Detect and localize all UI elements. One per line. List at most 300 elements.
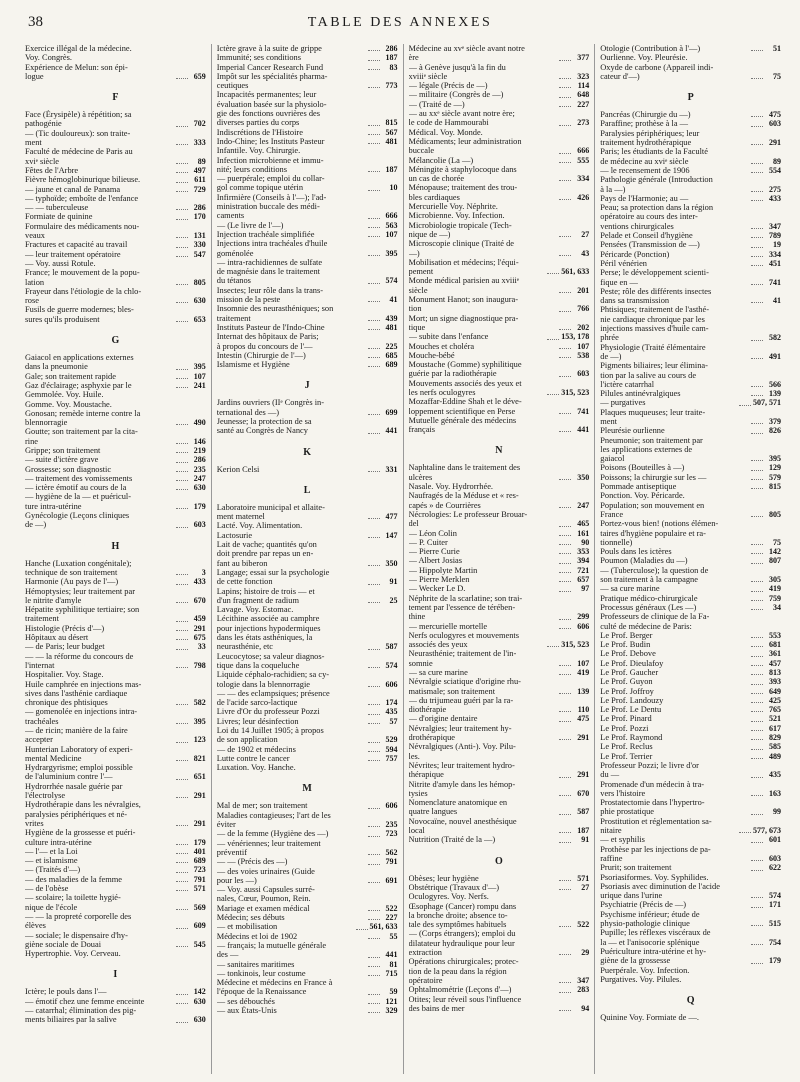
index-entry — [409, 239, 590, 248]
index-entry — [600, 324, 781, 333]
index-entry — [25, 53, 206, 62]
entry-text: raffine — [600, 853, 623, 863]
index-column-3 — [404, 44, 596, 1074]
entry-text: de son application — [216, 735, 278, 745]
page-ref: 227 — [385, 913, 398, 923]
page-ref: 227 — [577, 99, 590, 109]
index-entry — [600, 603, 781, 612]
index-entry — [409, 314, 590, 323]
leader-dots — [751, 284, 763, 285]
leader-dots — [559, 628, 571, 629]
index-entry — [25, 465, 206, 474]
index-entry — [409, 221, 590, 230]
section-letter: N — [495, 445, 503, 457]
entry-text: Otologie (Contribution à l'—) — [600, 44, 701, 53]
leader-dots — [751, 358, 763, 359]
leader-dots — [176, 862, 188, 863]
index-entry — [25, 772, 206, 781]
entry-text: bles cardiaques — [408, 192, 460, 202]
index-entry — [217, 540, 398, 549]
leader-dots — [368, 471, 380, 472]
index-entry — [600, 491, 781, 500]
index-entry — [600, 891, 781, 900]
index-entry — [217, 183, 398, 192]
index-entry — [25, 362, 206, 371]
index-entry — [217, 652, 398, 661]
section-letter: H — [111, 540, 120, 552]
page-ref: 723 — [193, 865, 206, 875]
leader-dots — [176, 630, 188, 631]
index-entry — [600, 947, 781, 956]
leader-dots — [368, 808, 380, 809]
index-entry — [409, 798, 590, 807]
page-ref: 323 — [577, 71, 590, 81]
entry-text: Physiologie (Traité élémentaire — [600, 342, 706, 352]
page-ref: 353 — [577, 547, 590, 557]
leader-dots — [368, 125, 380, 126]
entry-text: tique dans la coqueluche — [216, 660, 300, 670]
index-entry — [409, 687, 590, 696]
entry-text: Paris; les étudiants de la Faculté — [600, 147, 708, 157]
entry-text: Imperial Cancer Research Fund — [216, 62, 324, 72]
index-entry — [217, 1006, 398, 1015]
entry-text: — des maladies de la femme — [25, 874, 122, 884]
page-ref: 441 — [385, 950, 398, 960]
leader-dots — [751, 563, 763, 564]
entry-text: Indiscrétions de l'Histoire — [216, 127, 303, 137]
page-ref: 34 — [773, 602, 781, 612]
page-ref: 395 — [385, 248, 398, 258]
leader-dots — [176, 844, 188, 845]
page-ref: 574 — [769, 891, 781, 901]
page-ref: 107 — [385, 229, 398, 239]
index-entry — [600, 380, 781, 389]
page-ref: 577, 673 — [753, 826, 781, 836]
index-entry — [600, 129, 781, 138]
index-entry — [409, 156, 590, 165]
index-entry — [600, 687, 781, 696]
entry-text: Intestin (Chirurgie de l'—) — [216, 350, 306, 360]
leader-dots — [176, 853, 188, 854]
entry-text: somnie — [408, 658, 433, 668]
leader-dots — [368, 1012, 380, 1013]
entry-text: le code de Hammourabi — [408, 118, 489, 128]
entry-text: chronique des phtisiques — [25, 698, 108, 708]
leader-dots — [176, 825, 188, 826]
leader-dots — [176, 574, 188, 575]
page-ref: 805 — [769, 509, 781, 519]
entry-text: Loi du 14 Juillet 1905; à propos — [216, 726, 324, 735]
index-entry — [409, 211, 590, 220]
entry-text: Incapacités permanentes; leur — [216, 90, 317, 100]
index-entry — [600, 956, 781, 965]
index-entry — [25, 614, 206, 623]
leader-dots — [176, 378, 188, 379]
page-ref: 459 — [193, 614, 206, 624]
entry-text: logue — [25, 71, 44, 81]
leader-dots — [751, 684, 763, 685]
page-ref: 107 — [577, 341, 590, 351]
leader-dots — [368, 329, 380, 330]
entry-text: de —) — [25, 520, 47, 530]
leader-dots — [559, 591, 571, 592]
index-entry — [409, 874, 590, 883]
entry-text: — Léon Colin — [408, 528, 457, 538]
index-entry — [409, 519, 590, 528]
entry-text: — gomenolée en injections intra- — [25, 707, 138, 717]
entry-text: — — (Précis des —) — [216, 857, 288, 867]
leader-dots — [751, 646, 763, 647]
leader-dots — [176, 508, 188, 509]
index-entry — [25, 707, 206, 716]
index-entry — [25, 315, 206, 324]
index-entry — [25, 353, 206, 362]
entry-text: Le Prof. Pinard — [600, 714, 652, 724]
entry-text: mental Medicine — [25, 753, 82, 763]
entry-text: de cette fonction — [216, 577, 273, 587]
entry-text: cateur d'—) — [600, 71, 640, 81]
entry-text: Gaiacol en applications externes — [25, 353, 134, 363]
index-entry — [409, 883, 590, 892]
leader-dots — [751, 340, 763, 341]
entry-text: Microscopie clinique (Traité de — [408, 239, 515, 249]
leader-dots — [559, 329, 571, 330]
index-entry — [409, 44, 590, 53]
leader-dots — [368, 751, 380, 752]
leader-dots — [739, 832, 751, 833]
leader-dots — [368, 723, 380, 724]
page-ref: 561, 633 — [369, 922, 398, 932]
entry-text: Le Prof. Dieulafoy — [600, 658, 664, 668]
entry-text: — de 1902 et médecins — [216, 744, 296, 754]
entry-text: injections massives d'huile cam- — [600, 324, 709, 334]
entry-text: ventions chirurgicales — [600, 221, 674, 231]
index-entry — [25, 754, 206, 763]
index-entry — [409, 146, 590, 155]
index-entry — [600, 584, 781, 593]
page-ref: 90 — [581, 537, 590, 547]
index-entry — [409, 538, 590, 547]
entry-text: — sociale; le dispensaire d'hy- — [25, 930, 128, 940]
leader-dots — [559, 721, 571, 722]
leader-dots — [368, 537, 380, 538]
leader-dots — [751, 730, 763, 731]
index-entry — [409, 995, 590, 1004]
leader-dots — [751, 163, 763, 164]
page-ref: 451 — [769, 258, 781, 268]
index-entry — [600, 501, 781, 510]
index-entry — [600, 157, 781, 166]
index-entry — [600, 742, 781, 751]
page-ref: 27 — [581, 229, 590, 239]
leader-dots — [368, 836, 380, 837]
entry-text: Obèses; leur hygiène — [408, 873, 479, 883]
index-entry — [25, 147, 206, 156]
index-entry — [600, 333, 781, 342]
entry-text: Livres; leur désinfection — [216, 716, 299, 726]
entry-text: — — tuberculeuse — [25, 203, 89, 213]
page-ref: 433 — [193, 577, 206, 587]
leader-dots — [368, 667, 380, 668]
page-ref: 603 — [577, 369, 590, 379]
index-entry — [600, 835, 781, 844]
entry-text: ment — [25, 138, 42, 148]
index-entry — [600, 259, 781, 268]
page-ref: 91 — [389, 577, 398, 587]
leader-dots — [368, 348, 380, 349]
index-entry — [409, 249, 590, 258]
leader-dots — [559, 292, 571, 293]
entry-text: pour injections hypodermiques — [216, 623, 321, 633]
leader-dots — [176, 667, 188, 668]
entry-text: Psoriasiformes. Voy. Syphilides. — [600, 872, 709, 882]
index-entry — [217, 642, 398, 651]
entry-text: Mouches et choléra — [408, 341, 475, 351]
leader-dots — [559, 795, 571, 796]
entry-text: rine — [25, 436, 39, 446]
entry-text: Le Prof. Budin — [600, 640, 651, 650]
index-entry — [25, 940, 206, 949]
index-entry — [409, 72, 590, 81]
index-entry — [409, 304, 590, 313]
entry-text: Leucocytose; sa valeur diagnos- — [216, 651, 325, 661]
entry-text: vrites — [25, 818, 44, 828]
page-ref: 754 — [769, 937, 781, 947]
page-ref: 187 — [385, 53, 398, 63]
entry-text: Prostitution et réglementation sa- — [600, 816, 712, 826]
index-entry — [409, 100, 590, 109]
index-entry — [25, 689, 206, 698]
entry-text: — Pierre Curie — [408, 547, 460, 557]
leader-dots — [368, 714, 380, 715]
page-ref: 522 — [577, 920, 590, 930]
index-entry — [409, 659, 590, 668]
index-entry — [409, 332, 590, 341]
index-entry — [25, 511, 206, 520]
entry-text: Monument Hanot; son inaugura- — [408, 295, 519, 305]
entry-text: opératoire — [408, 975, 443, 985]
entry-text: Hydrargyrisme; emploi possible — [25, 763, 133, 773]
leader-dots — [176, 284, 188, 285]
page-ref: 395 — [769, 454, 781, 464]
leader-dots — [176, 797, 188, 798]
index-entry — [25, 577, 206, 586]
index-entry — [25, 157, 206, 166]
page-ref: 490 — [193, 418, 206, 428]
index-entry — [217, 398, 398, 407]
page-ref: 685 — [385, 350, 398, 360]
page-ref: 826 — [769, 426, 781, 436]
entry-text: — du trijumeau guéri par la ra- — [408, 695, 514, 705]
page-ref: 146 — [193, 436, 206, 446]
index-entry — [409, 631, 590, 640]
index-entry — [217, 587, 398, 596]
page-ref: 601 — [769, 835, 781, 845]
entry-text: du tétanos — [216, 276, 251, 286]
leader-dots — [368, 218, 380, 219]
entry-text: Le Prof. Guyon — [600, 677, 653, 687]
index-entry — [25, 652, 206, 661]
index-entry — [600, 417, 781, 426]
entry-text: Poumon (Maladies du —) — [600, 556, 688, 566]
entry-text: Nomenclature anatomique en — [408, 798, 508, 808]
entry-text: Processus généraux (Les —) — [600, 602, 697, 612]
entry-text: Psychiatrie (Précis de —) — [600, 900, 687, 910]
entry-text: — (Traités d'—) — [25, 865, 81, 875]
leader-dots — [176, 191, 188, 192]
index-entry — [409, 128, 590, 137]
page-ref: 457 — [769, 658, 781, 668]
entry-text: Ictère grave à la suite de grippe — [216, 44, 322, 53]
index-entry — [217, 726, 398, 735]
page-ref: 659 — [193, 71, 206, 81]
entry-text: Psychisme inférieur; étude de — [600, 909, 700, 919]
entry-text: élèves — [25, 921, 46, 931]
entry-text: Psoriasis avec diminution de l'acide — [600, 881, 720, 891]
entry-text: Névralgiques (Anti-). Voy. Pilu- — [408, 742, 516, 752]
entry-text: préventif — [216, 847, 247, 857]
index-entry — [25, 446, 206, 455]
index-entry — [600, 845, 781, 854]
index-entry — [217, 512, 398, 521]
page-ref: 547 — [193, 249, 206, 259]
page-ref: 329 — [385, 1006, 398, 1016]
entry-text: — et mobilisation — [216, 922, 278, 932]
entry-text: Pouls dans les ictères — [600, 547, 672, 557]
leader-dots — [559, 982, 571, 983]
page-ref: 630 — [193, 1015, 206, 1025]
index-entry — [600, 770, 781, 779]
leader-dots — [559, 348, 571, 349]
page-ref: 241 — [193, 380, 206, 390]
page-ref: 609 — [193, 921, 206, 931]
index-entry — [217, 717, 398, 726]
index-entry — [409, 193, 590, 202]
leader-dots — [751, 544, 763, 545]
entry-text: Livre d'Or du professeur Pozzi — [216, 707, 320, 717]
index-entry — [217, 286, 398, 295]
leader-dots — [176, 302, 188, 303]
index-entry — [25, 865, 206, 874]
leader-dots — [559, 674, 571, 675]
index-entry — [217, 165, 398, 174]
leader-dots — [176, 424, 188, 425]
leader-dots — [176, 126, 188, 127]
entry-text: Le Prof. Terrier — [600, 751, 653, 761]
entry-text: phrée — [600, 333, 619, 343]
index-entry — [409, 929, 590, 938]
page-ref: 481 — [385, 322, 398, 332]
entry-text: les nerfs oculogyres — [408, 387, 476, 397]
index-entry — [217, 90, 398, 99]
index-entry — [600, 798, 781, 807]
entry-text: Fractures et capacité au travail — [25, 240, 128, 250]
index-entry — [25, 717, 206, 726]
page-ref: 89 — [197, 156, 206, 166]
index-entry — [25, 698, 206, 707]
leader-dots — [368, 227, 380, 228]
leader-dots — [559, 106, 571, 107]
entry-text: Immunité; ses conditions — [216, 53, 301, 63]
page-ref: 419 — [577, 668, 590, 677]
entry-text: — au xxᵉ siècle avant notre ère; — [408, 109, 515, 119]
index-entry — [25, 222, 206, 231]
entry-text: Laboratoire municipal et allaite- — [216, 502, 325, 512]
leader-dots — [368, 686, 380, 687]
page-ref: 29 — [581, 948, 590, 958]
page-ref: 435 — [769, 770, 781, 780]
entry-text: Professeur Pozzi; le livre d'or — [600, 760, 699, 770]
entry-text: Néphrite de la scarlatine; son trai- — [408, 593, 523, 603]
leader-dots — [751, 721, 763, 722]
entry-text: Naphtaline dans le traitement des — [408, 463, 521, 473]
leader-dots — [356, 929, 368, 930]
page-ref: 19 — [773, 240, 781, 250]
entry-text: — Voy. aussi Capsules surré- — [216, 885, 315, 895]
index-entry — [25, 381, 206, 390]
leader-dots — [176, 639, 188, 640]
entry-text: Langage; essai sur la psychologie — [216, 567, 330, 577]
leader-dots — [559, 236, 571, 237]
index-entry — [25, 427, 206, 436]
page-ref: 83 — [389, 62, 398, 72]
page-ref: 477 — [385, 512, 398, 522]
page-ref: 315, 523 — [561, 387, 590, 397]
entry-text: Microbiologie tropicale (Tech- — [408, 220, 512, 230]
page-ref: 33 — [197, 642, 206, 652]
index-entry — [25, 605, 206, 614]
leader-dots — [751, 191, 763, 192]
index-entry — [25, 847, 206, 856]
page-ref: 286 — [385, 44, 398, 53]
index-entry — [217, 633, 398, 642]
index-entry — [409, 892, 590, 901]
index-entry — [217, 521, 398, 530]
leader-dots — [751, 433, 763, 434]
page-ref: 273 — [577, 118, 590, 128]
entry-text: Hospitalier. Voy. Stage. — [25, 670, 104, 680]
index-entry — [409, 165, 590, 174]
leader-dots — [368, 236, 380, 237]
index-entry — [600, 556, 781, 565]
leader-dots — [176, 760, 188, 761]
index-entry — [600, 44, 781, 53]
index-entry — [409, 379, 590, 388]
index-entry — [600, 510, 781, 519]
index-entry — [25, 520, 206, 529]
leader-dots — [176, 928, 188, 929]
entry-text: opératoire au cours des inter- — [600, 212, 698, 222]
entry-text: Jardins ouvriers (IIᵉ Congrès in- — [216, 398, 325, 408]
entry-text: loppement scientifique en Perse — [408, 406, 516, 416]
leader-dots — [559, 992, 571, 993]
page-ref: 475 — [769, 110, 781, 120]
leader-dots — [368, 433, 380, 434]
entry-text: Le Prof. Berger — [600, 630, 653, 640]
leader-dots — [176, 182, 188, 183]
entry-text: Hydrothérapie dans les névralgies, — [25, 800, 141, 810]
index-entry — [25, 194, 206, 203]
page-ref: 571 — [577, 873, 590, 883]
entry-text: Lutte contre le cancer — [216, 753, 290, 763]
leader-dots — [176, 489, 188, 490]
entry-text: — des voies urinaires (Guide — [216, 866, 315, 876]
entry-text: Frayeur dans l'étiologie de la chlo- — [25, 286, 142, 296]
index-entry — [600, 752, 781, 761]
index-entry — [25, 875, 206, 884]
leader-dots — [368, 919, 380, 920]
entry-text: Pupille; les réflexes viscéraux de — [600, 928, 711, 938]
